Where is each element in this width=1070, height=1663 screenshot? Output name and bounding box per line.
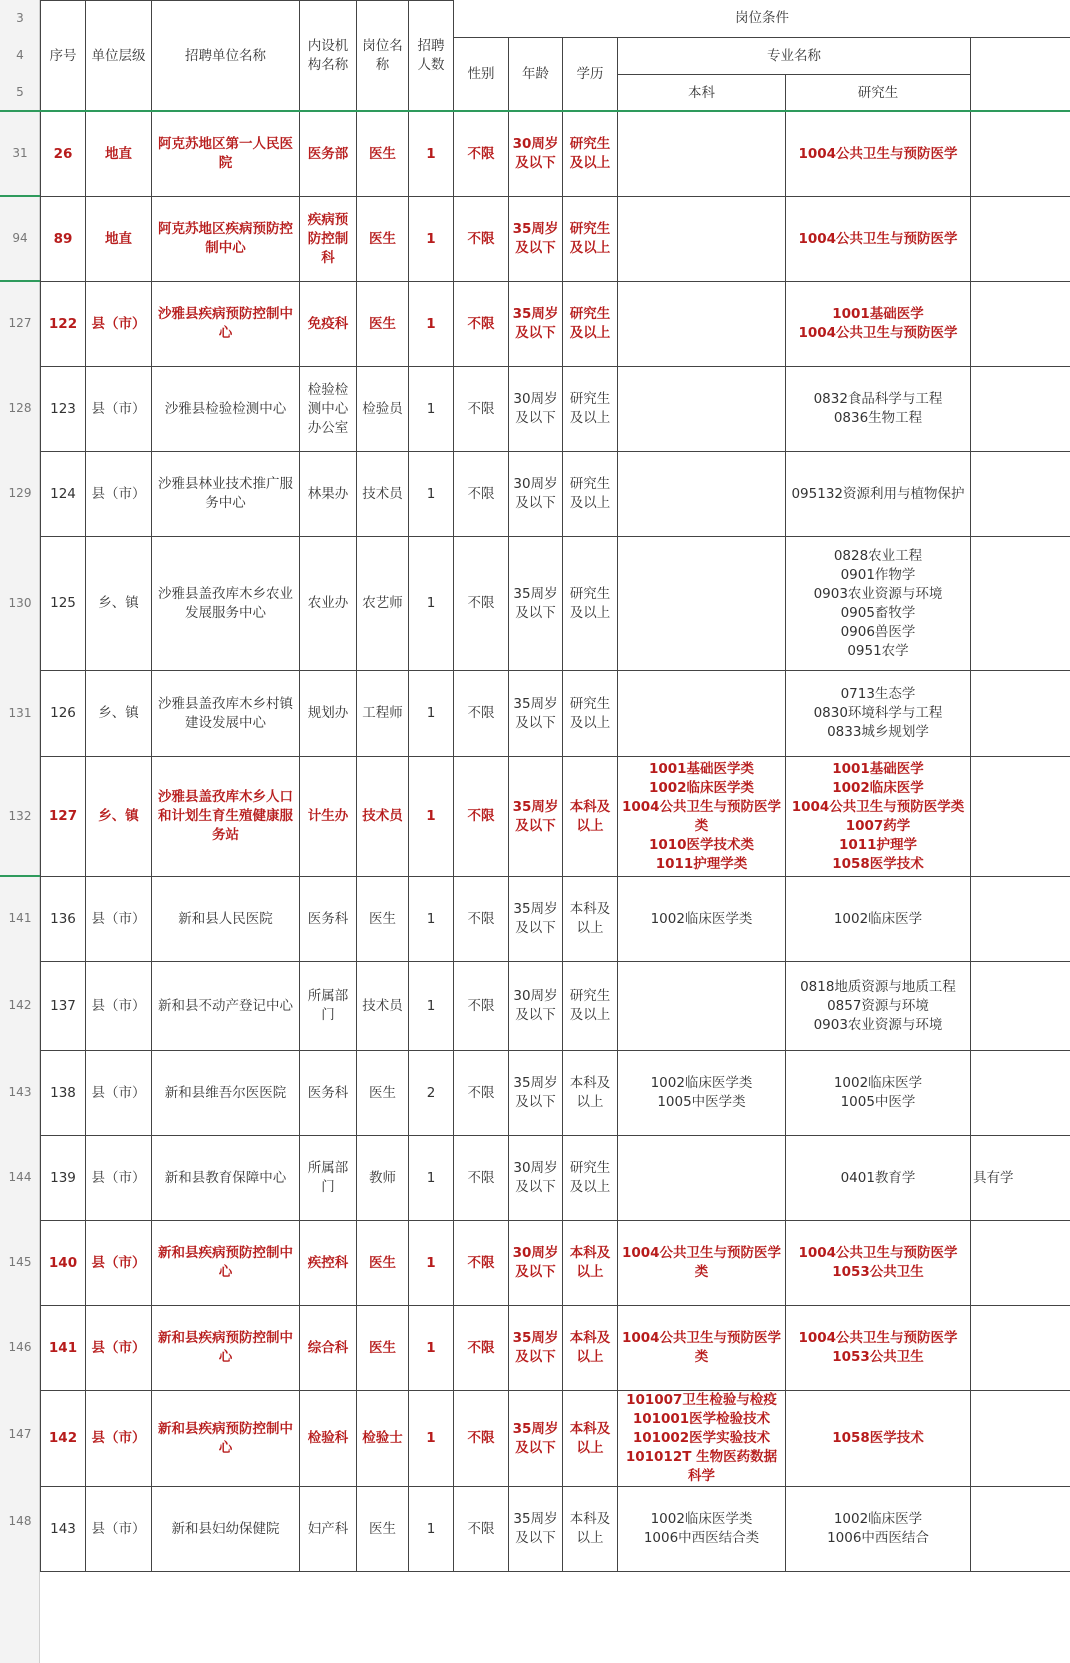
cell-extra [971, 877, 1070, 962]
cell-graduate [786, 962, 971, 1051]
cell-bachelor [618, 1221, 786, 1306]
cell-bachelor [618, 962, 786, 1051]
bachelor-major-line: 1001基础医学类 [648, 760, 755, 777]
graduate-major-line: 1004公共卫生与预防医学 [798, 1245, 958, 1261]
cell-edu: 本科及以上 [563, 1221, 618, 1306]
graduate-major-line: 1004公共卫生与预防医学 [798, 325, 958, 341]
cell-unit: 沙雅县检验检测中心 [152, 367, 300, 452]
cell-seq: 125 [41, 537, 86, 671]
cell-graduate [786, 1306, 971, 1391]
cell-count: 1 [409, 282, 454, 367]
cell-unit: 新和县疾病预防控制中心 [152, 1391, 300, 1487]
cell-extra [971, 452, 1070, 537]
cell-post: 教师 [357, 1136, 409, 1221]
cell-level: 县（市） [86, 1391, 152, 1487]
cell-graduate [786, 1221, 971, 1306]
cell-graduate [786, 1391, 971, 1487]
table-row [41, 537, 1070, 671]
cell-age: 30周岁及以下 [509, 452, 563, 537]
cell-unit: 沙雅县盖孜库木乡农业发展服务中心 [152, 537, 300, 671]
table-row [41, 1051, 1070, 1136]
cell-count: 1 [409, 537, 454, 671]
cell-level: 地直 [86, 197, 152, 282]
cell-seq: 122 [41, 282, 86, 367]
graduate-major-line: 0857资源与环境 [827, 997, 929, 1014]
cell-unit: 新和县不动产登记中心 [152, 962, 300, 1051]
row-number[interactable]: 4 [16, 48, 24, 62]
cell-dept: 疾控科 [300, 1221, 357, 1306]
frozen-pane-divider [0, 110, 1070, 112]
cell-extra: 具有学 [971, 1136, 1070, 1221]
cell-bachelor [618, 282, 786, 367]
cell-post: 医生 [357, 1051, 409, 1136]
cell-level: 县（市） [86, 1306, 152, 1391]
cell-post: 医生 [357, 282, 409, 367]
row-number[interactable]: 148 [8, 1514, 32, 1528]
cell-post: 医生 [357, 1221, 409, 1306]
cell-graduate [786, 1136, 971, 1221]
row-number[interactable]: 142 [8, 998, 32, 1012]
cell-edu: 研究生及以上 [563, 452, 618, 537]
cell-count: 1 [409, 962, 454, 1051]
graduate-major-line: 1002临床医学 [833, 1075, 923, 1091]
graduate-major-line: 1006中西医结合 [827, 1530, 929, 1546]
bachelor-major-line: 1006中西医结合类 [643, 1530, 760, 1546]
cell-seq: 126 [41, 671, 86, 757]
col-graduate-header: 研究生 [786, 75, 971, 112]
cell-count: 1 [409, 112, 454, 197]
col-count-header: 招聘人数 [409, 1, 454, 112]
cell-dept: 医务科 [300, 877, 357, 962]
cell-gender: 不限 [454, 962, 509, 1051]
table-row [41, 367, 1070, 452]
cell-bachelor [618, 1306, 786, 1391]
cell-graduate [786, 112, 971, 197]
cell-count: 1 [409, 197, 454, 282]
row-number[interactable]: 128 [8, 401, 32, 415]
cell-extra [971, 1306, 1070, 1391]
cell-bachelor [618, 112, 786, 197]
graduate-major-line: 0901作物学 [840, 566, 916, 583]
col-edu-header: 学历 [563, 38, 618, 112]
col-post-header: 岗位名称 [357, 1, 409, 112]
cell-seq: 123 [41, 367, 86, 452]
row-number[interactable]: 146 [8, 1340, 32, 1354]
col-gender-header: 性别 [454, 38, 509, 112]
col-bachelor-header: 本科 [618, 75, 786, 112]
cell-level: 县（市） [86, 1051, 152, 1136]
cell-edu: 本科及以上 [563, 877, 618, 962]
cell-graduate [786, 282, 971, 367]
row-number[interactable]: 143 [8, 1085, 32, 1099]
bachelor-major-line: 1005中医学类 [657, 1094, 746, 1110]
cell-age: 35周岁及以下 [509, 1051, 563, 1136]
cell-dept: 检验检测中心办公室 [300, 367, 357, 452]
cell-gender: 不限 [454, 452, 509, 537]
cell-count: 1 [409, 1487, 454, 1572]
cell-level: 乡、镇 [86, 537, 152, 671]
cell-extra [971, 962, 1070, 1051]
bachelor-major-line: 1002临床医学类 [650, 1511, 753, 1527]
cell-edu: 研究生及以上 [563, 962, 618, 1051]
cell-graduate [786, 1487, 971, 1572]
cell-seq: 127 [41, 757, 86, 877]
row-number[interactable]: 130 [8, 596, 32, 610]
cell-level: 县（市） [86, 1136, 152, 1221]
cell-post: 技术员 [357, 962, 409, 1051]
cell-extra [971, 1391, 1070, 1487]
graduate-major-line: 0832食品科学与工程 [813, 391, 943, 407]
graduate-major-line: 0828农业工程 [833, 547, 923, 564]
table-row [41, 962, 1070, 1051]
cell-gender: 不限 [454, 671, 509, 757]
cell-graduate [786, 452, 971, 537]
cell-unit: 新和县教育保障中心 [152, 1136, 300, 1221]
cell-dept: 免疫科 [300, 282, 357, 367]
row-number[interactable]: 5 [16, 85, 24, 99]
cell-extra [971, 197, 1070, 282]
cell-seq: 124 [41, 452, 86, 537]
cell-edu: 研究生及以上 [563, 537, 618, 671]
graduate-major-line: 0906兽医学 [840, 623, 916, 640]
cell-gender: 不限 [454, 537, 509, 671]
cell-bachelor [618, 1391, 786, 1487]
cell-dept: 疾病预防控制科 [300, 197, 357, 282]
graduate-major-line: 1053公共卫生 [832, 1349, 924, 1365]
table-row [41, 197, 1070, 282]
cell-bachelor [618, 757, 786, 877]
bachelor-major-line: 101012T 生物医药数据科学 [625, 1449, 778, 1484]
table-row [41, 877, 1070, 962]
cell-seq: 138 [41, 1051, 86, 1136]
cell-count: 1 [409, 452, 454, 537]
cell-dept: 所属部门 [300, 962, 357, 1051]
cell-level: 县（市） [86, 877, 152, 962]
graduate-major-line: 1004公共卫生与预防医学 [798, 1330, 958, 1346]
cell-seq: 89 [41, 197, 86, 282]
cell-post: 农艺师 [357, 537, 409, 671]
cell-level: 县（市） [86, 1487, 152, 1572]
cell-age: 35周岁及以下 [509, 1487, 563, 1572]
cell-bachelor [618, 1136, 786, 1221]
row-number[interactable]: 132 [8, 809, 32, 823]
cell-extra [971, 671, 1070, 757]
cell-edu: 研究生及以上 [563, 367, 618, 452]
cell-bachelor [618, 367, 786, 452]
cell-bachelor [618, 1487, 786, 1572]
row-number[interactable]: 131 [8, 706, 32, 720]
cell-count: 1 [409, 367, 454, 452]
cell-extra [971, 282, 1070, 367]
graduate-major-line: 0905畜牧学 [840, 604, 916, 621]
cell-dept: 所属部门 [300, 1136, 357, 1221]
row-number[interactable]: 145 [8, 1255, 32, 1269]
bachelor-major-line: 101001医学检验技术 [632, 1411, 771, 1427]
graduate-major-line: 1007药学 [845, 817, 911, 834]
hidden-rows-marker [0, 875, 40, 877]
cell-extra [971, 1051, 1070, 1136]
cell-count: 1 [409, 1306, 454, 1391]
graduate-major-line: 0833城乡规划学 [827, 724, 929, 740]
cell-age: 30周岁及以下 [509, 1221, 563, 1306]
cell-level: 乡、镇 [86, 671, 152, 757]
cell-extra [971, 537, 1070, 671]
bachelor-major-line: 101007卫生检验与检疫 [626, 1392, 777, 1408]
graduate-major-line: 1001基础医学 [832, 306, 924, 322]
bachelor-major-line: 1002临床医学类 [648, 779, 755, 796]
cell-post: 医生 [357, 877, 409, 962]
cell-level: 县（市） [86, 282, 152, 367]
cell-seq: 137 [41, 962, 86, 1051]
cell-unit: 新和县疾病预防控制中心 [152, 1306, 300, 1391]
graduate-major-line: 0903农业资源与环境 [813, 1016, 943, 1033]
cell-graduate [786, 1051, 971, 1136]
cell-post: 检验员 [357, 367, 409, 452]
col-seq-header: 序号 [41, 1, 86, 112]
graduate-major-line: 0830环境科学与工程 [813, 705, 943, 721]
graduate-major-line: 1002临床医学 [833, 910, 923, 927]
col-unit-header: 招聘单位名称 [152, 1, 300, 112]
bachelor-major-line: 1004公共卫生与预防医学类 [621, 1245, 782, 1280]
cell-post: 医生 [357, 112, 409, 197]
cell-gender: 不限 [454, 1391, 509, 1487]
header-row-1 [41, 1, 1070, 38]
cell-level: 县（市） [86, 452, 152, 537]
table-row [41, 1487, 1070, 1572]
row-number[interactable]: 3 [16, 11, 24, 25]
cell-age: 35周岁及以下 [509, 1306, 563, 1391]
graduate-major-line: 1004公共卫生与预防医学类 [791, 798, 965, 815]
table-row [41, 1391, 1070, 1487]
cell-level: 县（市） [86, 1221, 152, 1306]
graduate-major-line: 1004公共卫生与预防医学 [798, 230, 958, 247]
cell-gender: 不限 [454, 1487, 509, 1572]
graduate-major-line: 0401教育学 [840, 1169, 916, 1186]
bachelor-major-line: 1002临床医学类 [650, 1075, 753, 1091]
cell-age: 35周岁及以下 [509, 877, 563, 962]
col-level-header: 单位层级 [86, 1, 152, 112]
cell-age: 35周岁及以下 [509, 282, 563, 367]
cell-graduate [786, 367, 971, 452]
row-number[interactable]: 147 [8, 1427, 32, 1441]
cell-gender: 不限 [454, 1136, 509, 1221]
cell-age: 30周岁及以下 [509, 962, 563, 1051]
graduate-major-line: 1002临床医学 [833, 1511, 923, 1527]
table-row [41, 112, 1070, 197]
cell-edu: 本科及以上 [563, 1391, 618, 1487]
cell-level: 地直 [86, 112, 152, 197]
cell-seq: 136 [41, 877, 86, 962]
bachelor-major-line: 1011护理学类 [655, 855, 748, 872]
col-dept-header: 内设机构名称 [300, 1, 357, 112]
cell-unit: 沙雅县林业技术推广服务中心 [152, 452, 300, 537]
group-header-conditions: 岗位条件 [454, 1, 1070, 38]
cell-bachelor [618, 1051, 786, 1136]
cell-unit: 阿克苏地区第一人民医院 [152, 112, 300, 197]
bachelor-major-line: 101002医学实验技术 [632, 1430, 771, 1446]
cell-dept: 综合科 [300, 1306, 357, 1391]
graduate-major-line: 1005中医学 [840, 1094, 916, 1110]
table-row [41, 282, 1070, 367]
cell-gender: 不限 [454, 282, 509, 367]
table-row [41, 757, 1070, 877]
cell-bachelor [618, 537, 786, 671]
cell-post: 医生 [357, 197, 409, 282]
cell-dept: 妇产科 [300, 1487, 357, 1572]
cell-post: 技术员 [357, 757, 409, 877]
cell-edu: 本科及以上 [563, 757, 618, 877]
cell-count: 1 [409, 1136, 454, 1221]
cell-graduate [786, 757, 971, 877]
col-extra-header [971, 38, 1070, 112]
cell-age: 35周岁及以下 [509, 197, 563, 282]
cell-level: 县（市） [86, 367, 152, 452]
graduate-major-line: 1011护理学 [838, 836, 918, 853]
cell-seq: 143 [41, 1487, 86, 1572]
graduate-major-line: 1001基础医学 [832, 760, 924, 777]
cell-dept: 医务部 [300, 112, 357, 197]
cell-gender: 不限 [454, 1306, 509, 1391]
cell-graduate [786, 877, 971, 962]
graduate-major-line: 095132资源利用与植物保护 [791, 485, 965, 502]
row-number[interactable]: 127 [8, 316, 32, 330]
cell-edu: 本科及以上 [563, 1487, 618, 1572]
cell-edu: 研究生及以上 [563, 282, 618, 367]
cell-gender: 不限 [454, 877, 509, 962]
cell-gender: 不限 [454, 112, 509, 197]
col-age-header: 年龄 [509, 38, 563, 112]
cell-extra [971, 112, 1070, 197]
cell-bachelor [618, 671, 786, 757]
cell-gender: 不限 [454, 367, 509, 452]
cell-age: 35周岁及以下 [509, 537, 563, 671]
bachelor-major-line: 1002临床医学类 [650, 910, 753, 927]
cell-age: 30周岁及以下 [509, 367, 563, 452]
cell-count: 1 [409, 757, 454, 877]
row-number[interactable]: 144 [8, 1170, 32, 1184]
cell-extra [971, 757, 1070, 877]
graduate-major-line: 0836生物工程 [833, 410, 923, 426]
cell-unit: 新和县疾病预防控制中心 [152, 1221, 300, 1306]
table-row [41, 671, 1070, 757]
cell-post: 检验士 [357, 1391, 409, 1487]
graduate-major-line: 0818地质资源与地质工程 [800, 978, 956, 995]
cell-edu: 研究生及以上 [563, 1136, 618, 1221]
cell-count: 1 [409, 1391, 454, 1487]
row-number[interactable]: 129 [8, 486, 32, 500]
cell-gender: 不限 [454, 757, 509, 877]
cell-edu: 研究生及以上 [563, 112, 618, 197]
cell-count: 1 [409, 671, 454, 757]
cell-unit: 沙雅县盖孜库木乡村镇建设发展中心 [152, 671, 300, 757]
major-group-header: 专业名称 [618, 38, 971, 75]
graduate-major-line: 1058医学技术 [832, 1430, 924, 1446]
cell-dept: 农业办 [300, 537, 357, 671]
graduate-major-line: 0713生态学 [840, 686, 916, 702]
cell-level: 县（市） [86, 962, 152, 1051]
cell-unit: 新和县人民医院 [152, 877, 300, 962]
cell-age: 30周岁及以下 [509, 112, 563, 197]
cell-seq: 139 [41, 1136, 86, 1221]
cell-post: 医生 [357, 1487, 409, 1572]
bachelor-major-line: 1004公共卫生与预防医学类 [621, 798, 782, 834]
cell-graduate [786, 671, 971, 757]
cell-dept: 计生办 [300, 757, 357, 877]
graduate-major-line: 1002临床医学 [832, 779, 924, 796]
cell-count: 1 [409, 877, 454, 962]
graduate-major-line: 1004公共卫生与预防医学 [798, 145, 958, 162]
cell-extra [971, 367, 1070, 452]
cell-seq: 140 [41, 1221, 86, 1306]
row-number[interactable]: 141 [8, 911, 32, 925]
cell-gender: 不限 [454, 197, 509, 282]
cell-seq: 26 [41, 112, 86, 197]
cell-seq: 141 [41, 1306, 86, 1391]
table-row [41, 452, 1070, 537]
cell-count: 1 [409, 1221, 454, 1306]
cell-edu: 研究生及以上 [563, 671, 618, 757]
graduate-major-line: 0951农学 [847, 642, 909, 659]
cell-age: 35周岁及以下 [509, 757, 563, 877]
table-row [41, 1221, 1070, 1306]
hidden-rows-marker [0, 280, 40, 282]
bachelor-major-line: 1010医学技术类 [648, 836, 755, 853]
cell-bachelor [618, 452, 786, 537]
cell-bachelor [618, 197, 786, 282]
cell-post: 工程师 [357, 671, 409, 757]
cell-unit: 沙雅县疾病预防控制中心 [152, 282, 300, 367]
row-number[interactable]: 31 [12, 146, 28, 160]
cell-extra [971, 1221, 1070, 1306]
cell-edu: 研究生及以上 [563, 197, 618, 282]
cell-age: 35周岁及以下 [509, 671, 563, 757]
cell-level: 乡、镇 [86, 757, 152, 877]
bachelor-major-line: 1004公共卫生与预防医学类 [621, 1330, 782, 1365]
recruitment-table [40, 0, 1070, 1572]
cell-graduate [786, 537, 971, 671]
cell-count: 2 [409, 1051, 454, 1136]
graduate-major-line: 1058医学技术 [832, 855, 924, 872]
cell-edu: 本科及以上 [563, 1051, 618, 1136]
table-row [41, 1306, 1070, 1391]
hidden-rows-marker [0, 195, 40, 197]
cell-unit: 沙雅县盖孜库木乡人口和计划生育生殖健康服务站 [152, 757, 300, 877]
cell-unit: 阿克苏地区疾病预防控制中心 [152, 197, 300, 282]
cell-bachelor [618, 877, 786, 962]
cell-dept: 规划办 [300, 671, 357, 757]
cell-seq: 142 [41, 1391, 86, 1487]
row-number[interactable]: 94 [12, 231, 28, 245]
cell-post: 医生 [357, 1306, 409, 1391]
graduate-major-line: 0903农业资源与环境 [813, 585, 943, 602]
graduate-major-line: 1053公共卫生 [832, 1264, 924, 1280]
cell-age: 35周岁及以下 [509, 1391, 563, 1487]
cell-edu: 本科及以上 [563, 1306, 618, 1391]
cell-gender: 不限 [454, 1221, 509, 1306]
cell-unit: 新和县妇幼保健院 [152, 1487, 300, 1572]
cell-unit: 新和县维吾尔医医院 [152, 1051, 300, 1136]
cell-extra [971, 1487, 1070, 1572]
cell-gender: 不限 [454, 1051, 509, 1136]
cell-dept: 检验科 [300, 1391, 357, 1487]
cell-graduate [786, 197, 971, 282]
cell-post: 技术员 [357, 452, 409, 537]
table-row [41, 1136, 1070, 1221]
cell-age: 30周岁及以下 [509, 1136, 563, 1221]
cell-dept: 林果办 [300, 452, 357, 537]
cell-dept: 医务科 [300, 1051, 357, 1136]
